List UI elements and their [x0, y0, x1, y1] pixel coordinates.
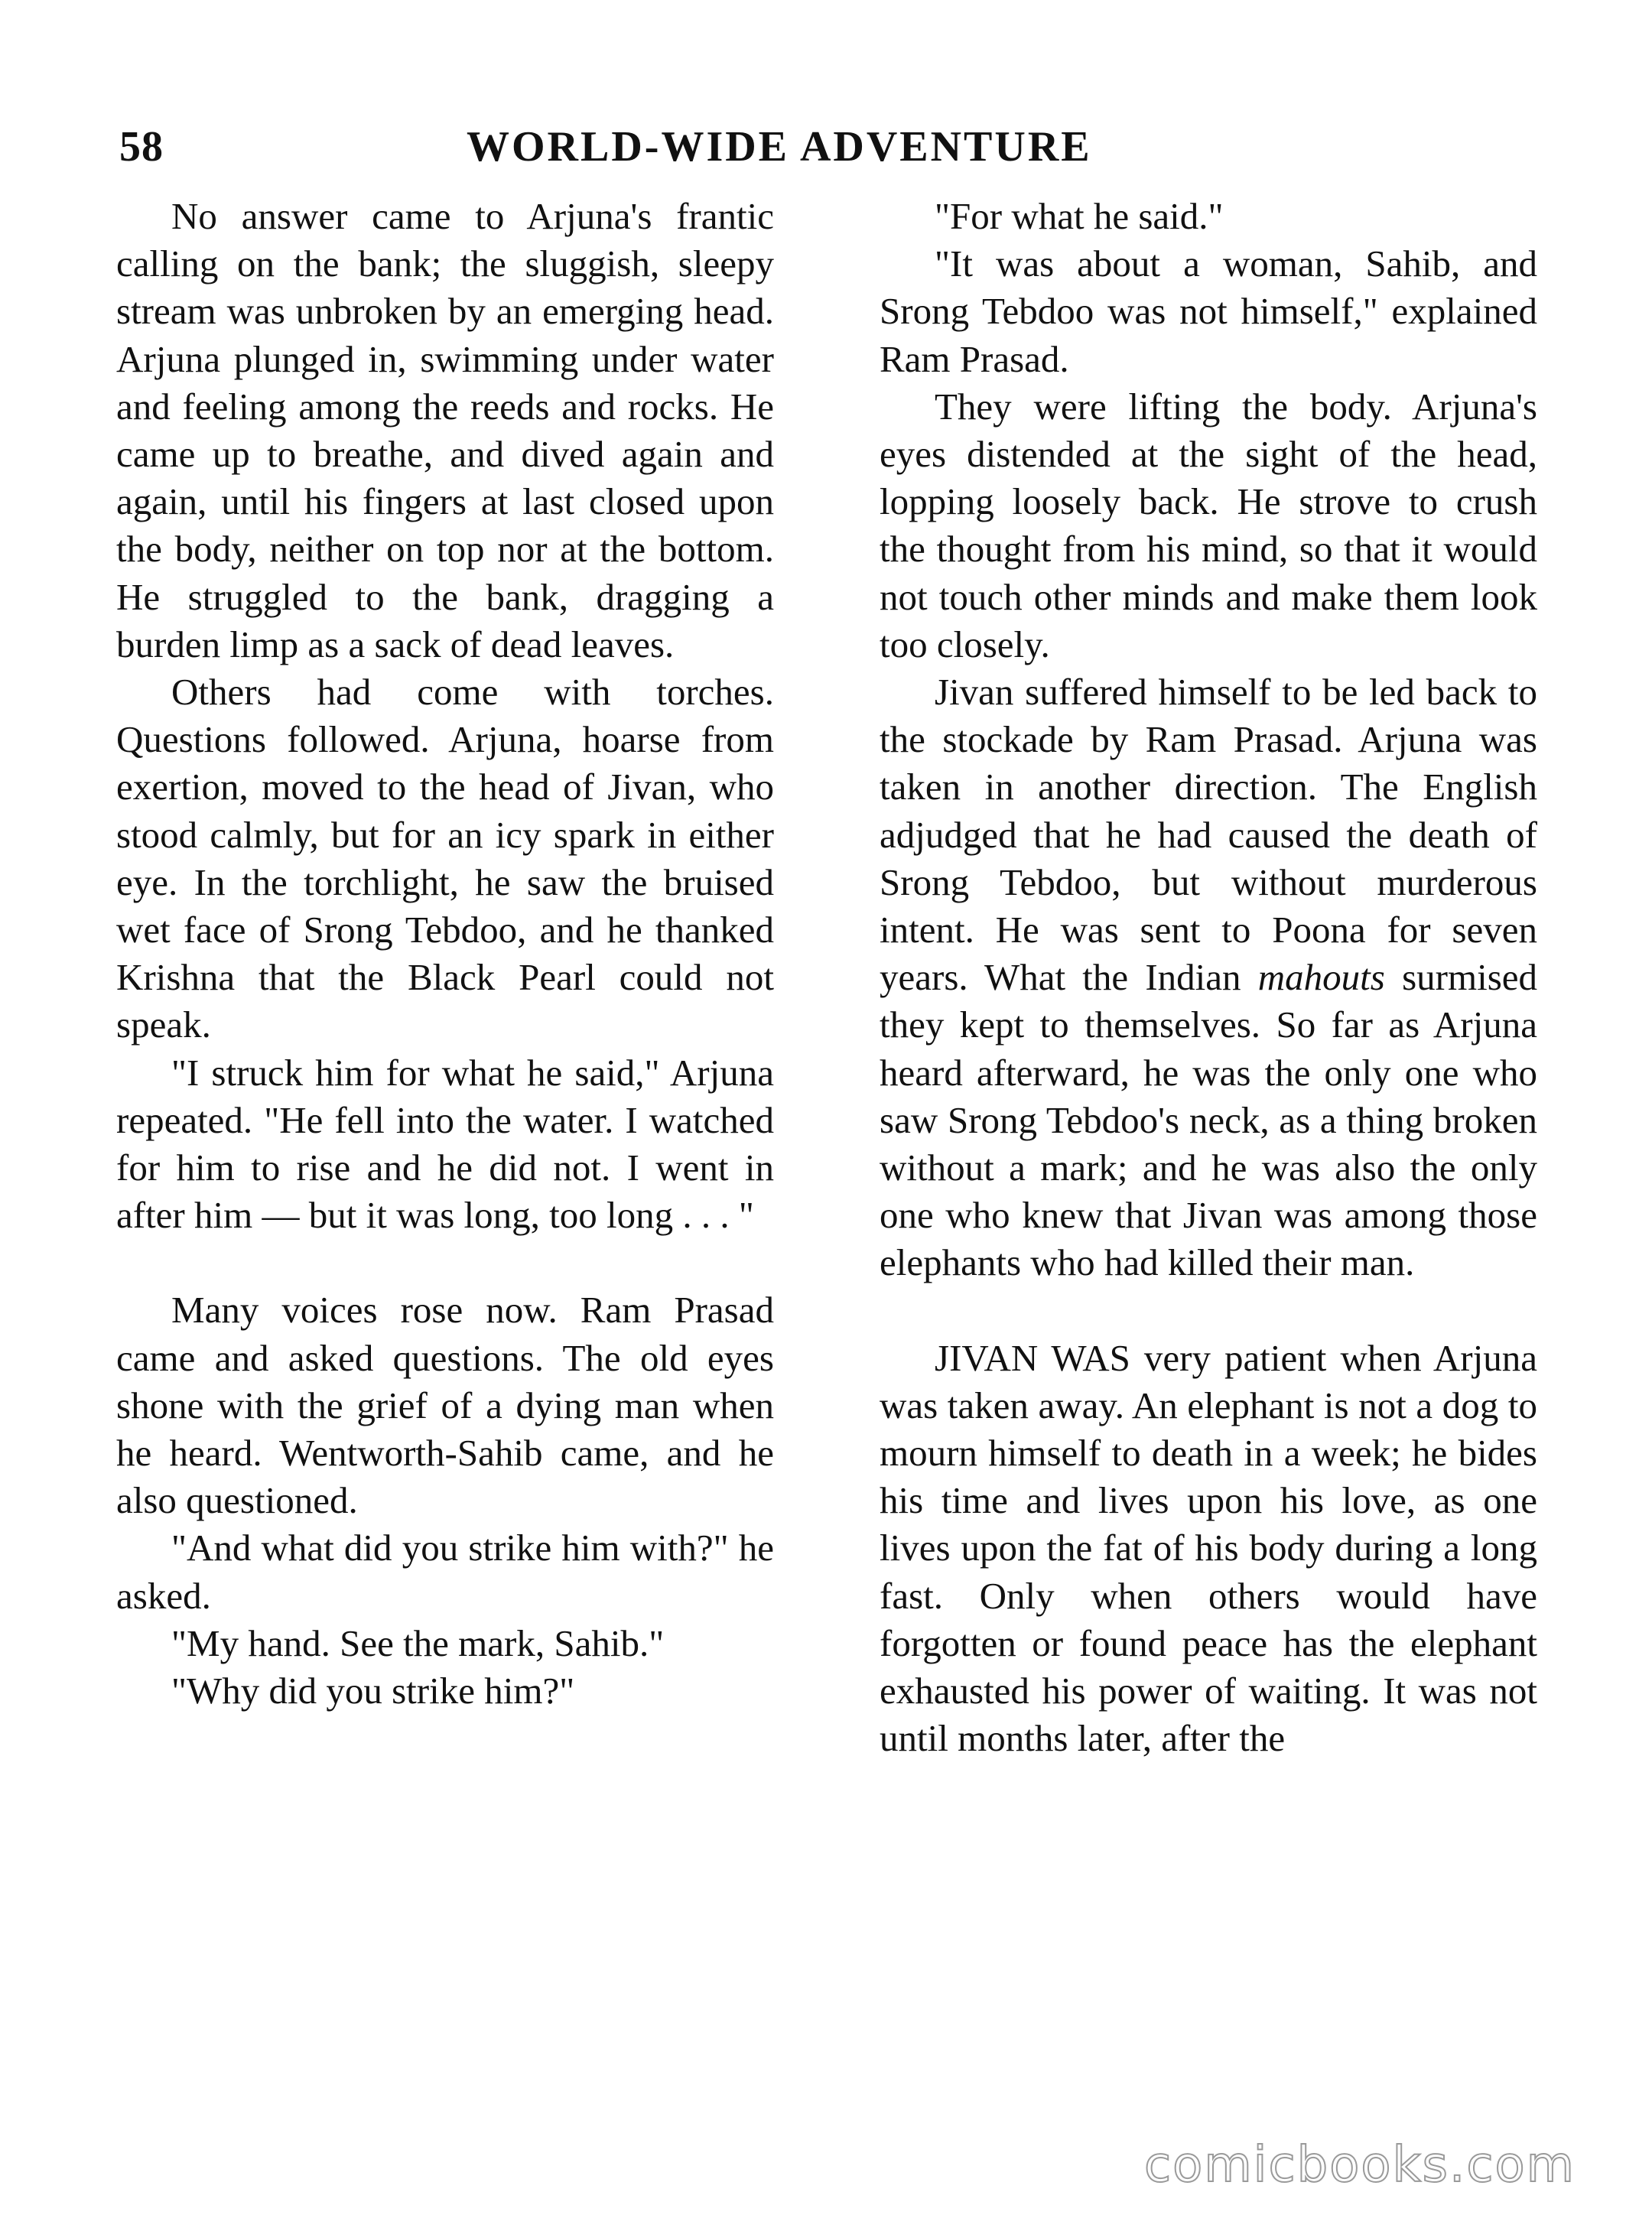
running-title: WORLD-WIDE ADVENTURE: [467, 123, 1092, 171]
paragraph: No answer came to Arjuna's frantic calling on the bank; the sluggish, sleepy stream was unbroken by an emerging head. Arjuna plunged in, swimming under water and feeling among the reeds and rocks. He came up to breathe, and dived again and again, until his fingers at last closed upon the body, neither on top nor at the bottom. He struggled to the bank, dragging a burden limp as a sack of dead leaves.: [116, 195, 774, 665]
section-break: [116, 1239, 774, 1286]
paragraph-text: surmised they kept to themselves. So far as Arjuna heard afterward, he was the only one who saw Srong Tebdoo's neck, as a thing broken without a mark; and he was also the only one who knew that Jivan was among those elephants who had killed their man.: [880, 956, 1538, 1284]
italic-word: mahouts: [1257, 956, 1385, 999]
paragraph-text: very patient when Arjuna was taken away. An elephant is not a dog to mourn himself to death in a week; he bides his time and lives upon his love, as one lives upon the fat of his body during a long fast. Only when others would have forgotten or found peace has the elephant exhausted his power of waiting. It was not until months later, after the: [880, 1336, 1537, 1760]
section-break: [880, 1287, 1537, 1335]
paragraph-with-italic: [880, 668, 1537, 1287]
paragraph: "I struck him for what he said," Arjuna repeated. "He fell into the water. I watched for him to rise and he did not. I went in after him — but it was long, too long . . . ": [116, 1051, 774, 1237]
paragraph: "For what he said.": [935, 195, 1224, 237]
paragraph: "Why did you strike him?": [171, 1670, 575, 1712]
page-header: [115, 122, 1537, 184]
paragraph: "My hand. See the mark, Sahib.": [171, 1621, 665, 1664]
section-start-paragraph: [880, 1335, 1537, 1763]
paragraph: Others had come with torches. Questions followed. Arjuna, hoarse from exertion, moved to the head of Jivan, who stood calmly, but for an icy spark in either eye. In the torchlight, he saw the bruised wet face of Srong Tebdoo, and he thanked Krishna that the Black Pearl could not speak.: [116, 671, 774, 1046]
paragraph: "And what did you strike him with?" he asked.: [116, 1527, 774, 1617]
paragraph: They were lifting the body. Arjuna's eyes distended at the sight of the head, lopping loosely back. He strove to crush the thought from his mind, so that it would not touch other minds and make them look too closely.: [880, 385, 1537, 665]
page-number: 58: [119, 123, 164, 171]
paragraph: Many voices rose now. Ram Prasad came and asked questions. The old eyes shone with the grief of a dying man when he heard. Wentworth-Sahib came, and he also questioned.: [116, 1289, 774, 1522]
watermark: comicbooks.com: [1143, 2137, 1576, 2194]
left-column: [116, 193, 774, 1715]
small-caps-lead: JIVAN WAS: [935, 1336, 1130, 1379]
right-column: [880, 193, 1537, 1763]
paragraph-text: Jivan suffered himself to be led back to the stockade by Ram Prasad. Arjuna was taken in another direction. The English adjudged that he had caused the death of Srong Tebdoo, but without murderous intent. He was sent to Poona for seven years. What the Indian: [880, 671, 1537, 999]
paragraph: "It was about a woman, Sahib, and Srong Tebdoo was not himself," explained Ram Prasad.: [880, 242, 1537, 380]
